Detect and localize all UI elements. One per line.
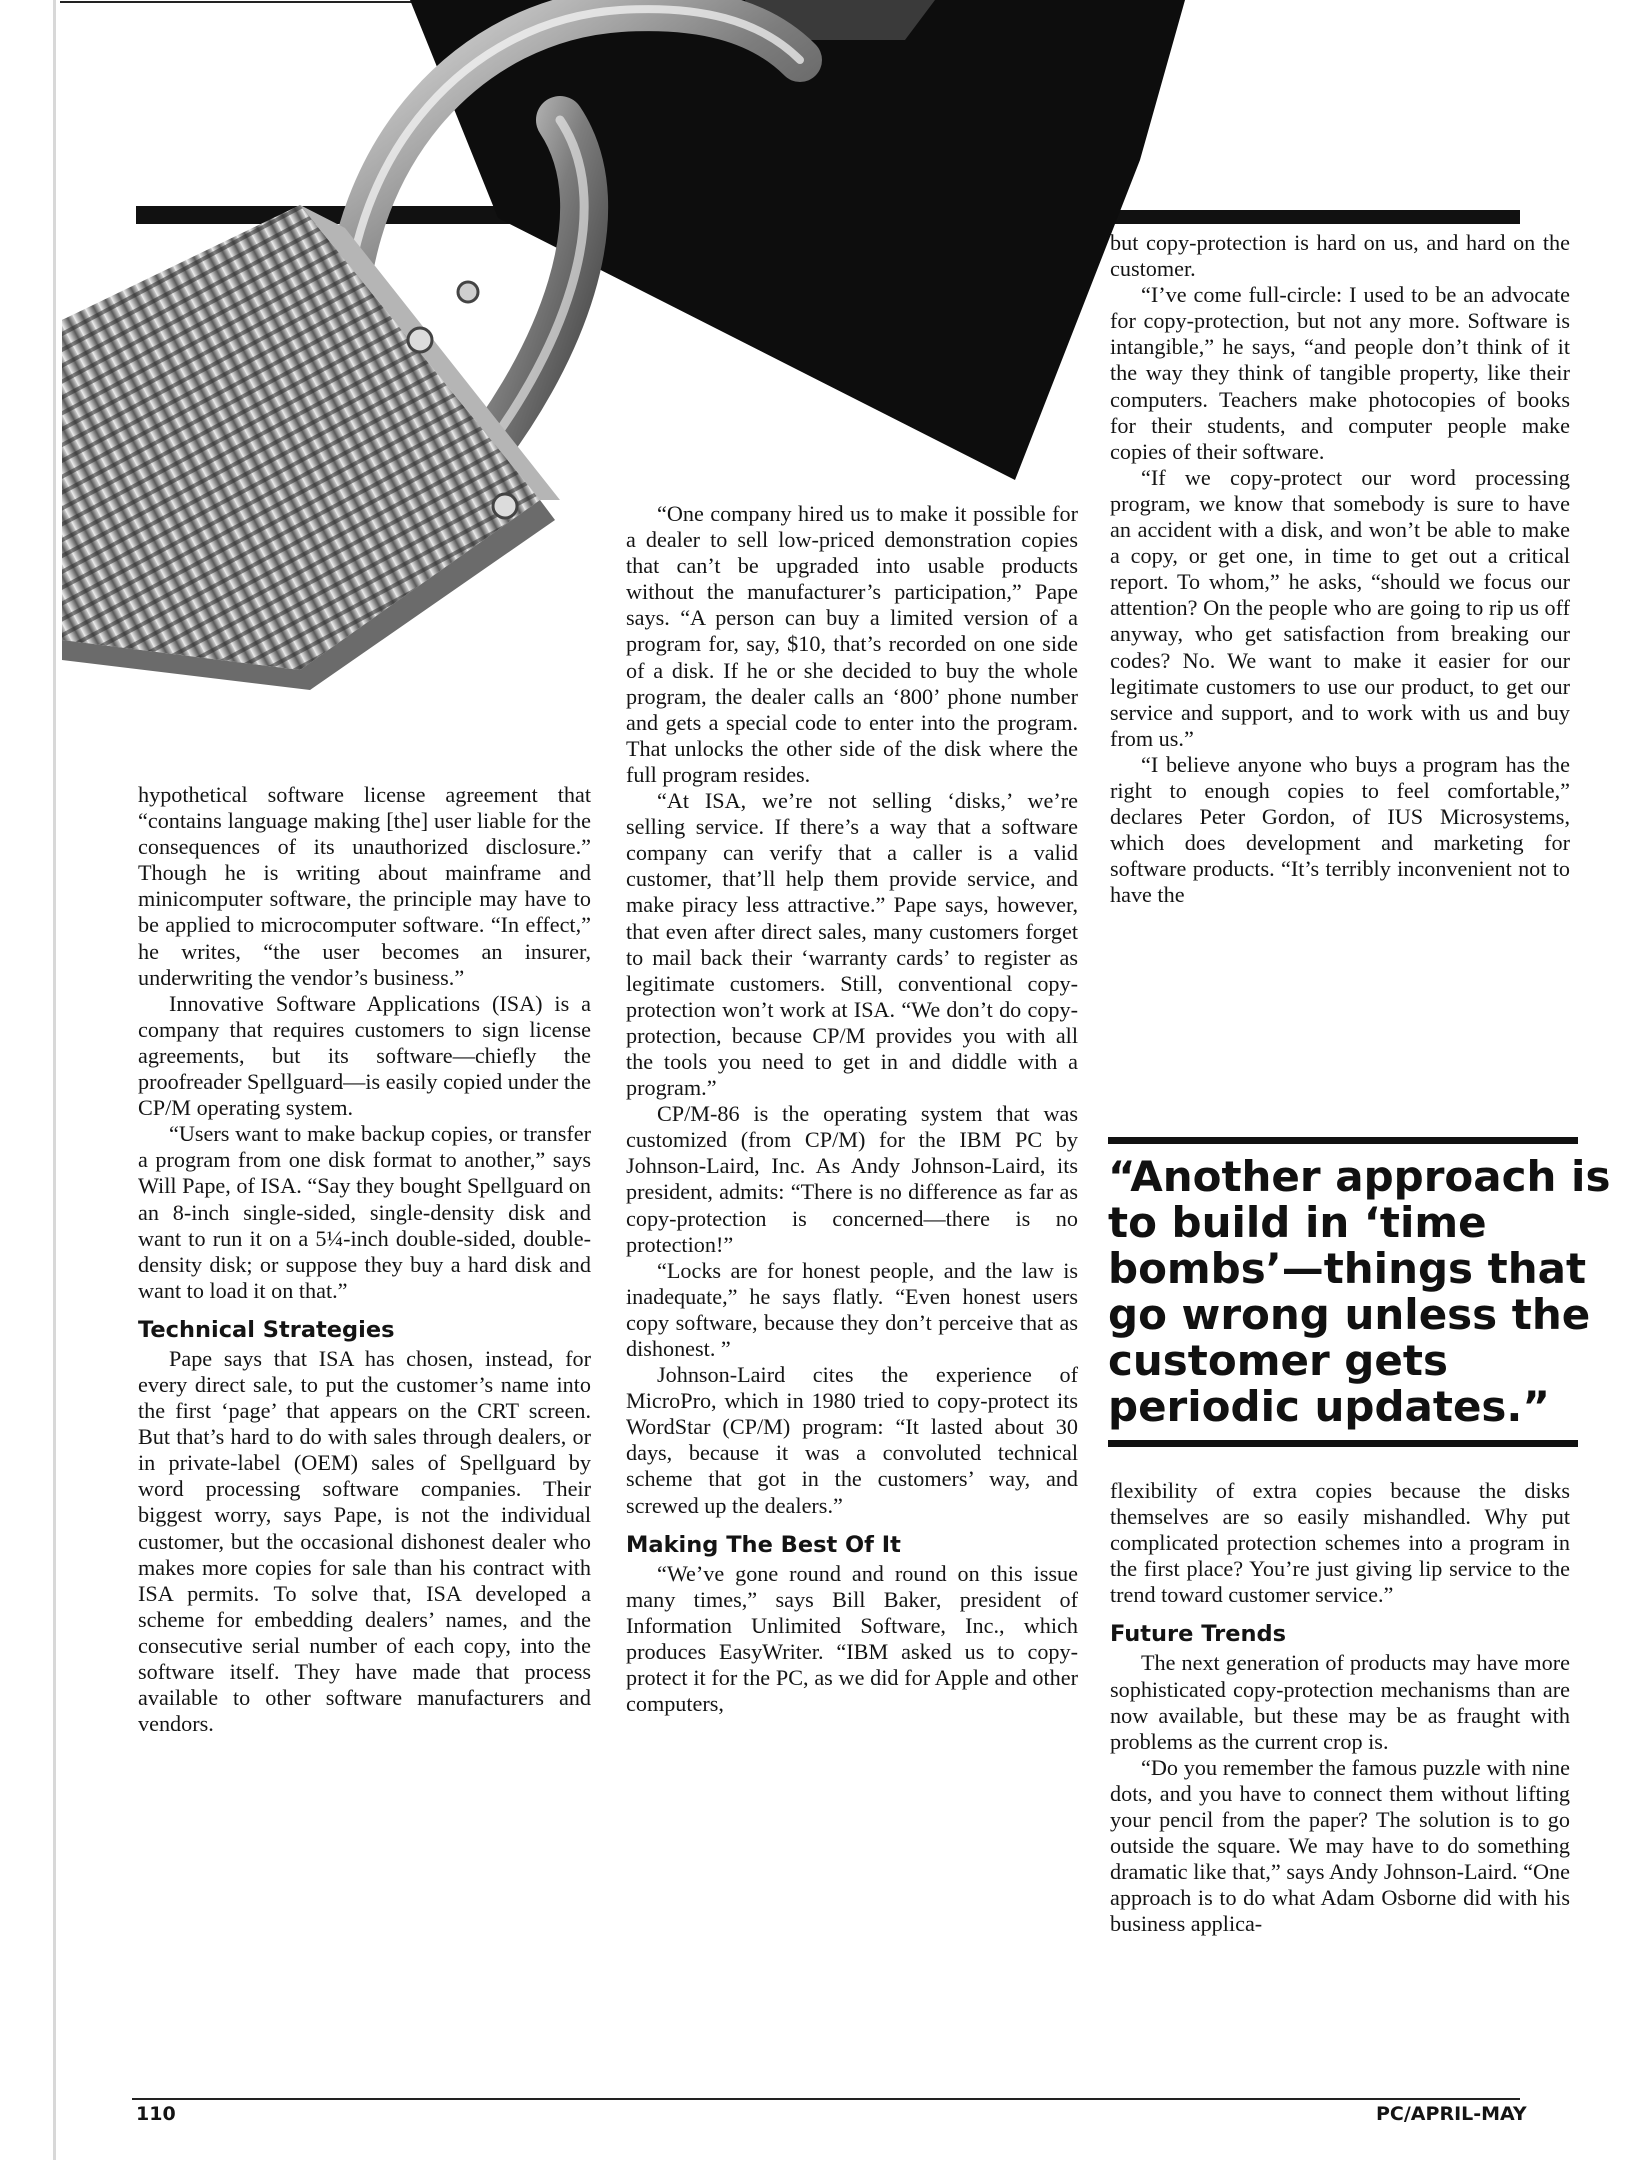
paragraph: “If we copy-protect our word processing program, we know that somebody is sure to have an accident with a disk, and won’t be able to make a copy, or get one, in time to get out a critical report. To whom,” he asks, “should we focus our attention? On the people who are going to rip us off anyway, who get satisfaction from breaking our codes? No. We want to make it easier for our legitimate customers to use our product, to get our service and support, and to work with us and buy from us.” bbox=[1110, 464, 1570, 751]
paragraph: CP/M-86 is the operating system that was customized (from CP/M) for the IBM PC by Johnson-Laird, Inc. As Andy Johnson-Laird, its president, admits: “There is no difference as far as copy-protection is concerned—there is no protection!” bbox=[626, 1101, 1078, 1257]
paragraph: Pape says that ISA has chosen, instead, for every direct sale, to put the customer’s name into the first ‘page’ that appears on the CRT screen. But that’s hard to do with sales through dealers, or in private-label (OEM) sales of Spellguard by word processing software companies. Their biggest worry, says Pape, is not the individual customer, but the occasional dishonest dealer who makes more copies for sale than his contract with ISA permits. To solve that, ISA developed a scheme for embedding dealers’ names, and the consecutive serial number of each copy, into the software itself. They have made that process available to other software manufacturers and vendors. bbox=[138, 1345, 591, 1737]
paragraph: Innovative Software Applications (ISA) is a company that requires customers to sign license agreements, but its software—chiefly the proofreader Spellguard—is easily copied under the CP/M operating system. bbox=[138, 990, 591, 1121]
column-2 bbox=[626, 501, 1078, 1717]
pull-quote bbox=[1108, 1137, 1611, 1447]
paragraph: but copy-protection is hard on us, and hard on the customer. bbox=[1110, 230, 1570, 282]
issue-label: PC/APRIL-MAY bbox=[1376, 2103, 1527, 2125]
footer-rule bbox=[132, 2098, 1520, 2100]
binding-edge bbox=[53, 0, 56, 2160]
paragraph: “I believe anyone who buys a program has the right to enough copies to feel comfortable,” declares Peter Gordon, of IUS Microsystems, which does development and marketing for software products. “It’s terribly inconvenient not to have the bbox=[1110, 751, 1570, 908]
paragraph: The next generation of products may have more sophisticated copy-protection mechanisms than are now available, but these may be as fraught with problems as the current crop is. bbox=[1110, 1650, 1570, 1754]
paragraph: “Locks are for honest people, and the law is inadequate,” he says flatly. “Even honest users copy software, because they don’t perceive that as dishonest. ” bbox=[626, 1257, 1078, 1361]
paragraph: “Users want to make backup copies, or transfer a program from one disk format to another,” says Will Pape, of ISA. “Say they bought Spellguard on an 8-inch single-sided, single-density disk and want to run it on a 5¼-inch double-sided, double-density disk; or suppose they buy a hard disk and want to load it on that.” bbox=[138, 1121, 591, 1303]
paragraph: Johnson-Laird cites the experience of MicroPro, which in 1980 tried to copy-protect its WordStar (CP/M) program: “It lasted about 30 days, because it was a convoluted technical scheme that got in the customers’ way, and screwed up the dealers.” bbox=[626, 1362, 1078, 1518]
paragraph: “Do you remember the famous puzzle with nine dots, and you have to connect them without lifting your pencil from the paper? The solution is to go outside the square. We may have to do something dramatic like that,” says Andy Johnson-Laird. “One approach is to do what Adam Osborne did with his business applica- bbox=[1110, 1754, 1570, 1937]
paragraph: “I’ve come full-circle: I used to be an advocate for copy-protection, but not any more. Software is intangible,” he says, “and people don’t think of it the way they think of tangible property, like their computers. Teachers make photocopies of books for their students, and computer people make copies of their software. bbox=[1110, 282, 1570, 464]
page-number: 110 bbox=[136, 2103, 176, 2125]
column-3-continued bbox=[1110, 1478, 1570, 1938]
paragraph: “One company hired us to make it possible for a dealer to sell low-priced demonstration copies that can’t be upgraded into usable products without the manufacturer’s participation,” Pape says. “A person can buy a limited version of a program for, say, $10, that’s recorded on one side of a disk. If he or she decided to buy the whole program, the dealer calls an ‘800’ phone number and gets a special code to enter into the program. That unlocks the other side of the disk where the full program resides. bbox=[626, 501, 1078, 787]
section-heading-technical-strategies: Technical Strategies bbox=[138, 1316, 395, 1343]
column-3 bbox=[1110, 230, 1570, 908]
column-1 bbox=[138, 782, 591, 1737]
paragraph: “We’ve gone round and round on this issue many times,” says Bill Baker, president of Information Unlimited Software, Inc., which produces EasyWriter. “IBM asked us to copy-protect it for the PC, as we did for Apple and other computers, bbox=[626, 1560, 1078, 1717]
paragraph: “At ISA, we’re not selling ‘disks,’ we’re selling service. If there’s a way that a software company can verify that a caller is a valid customer, that’ll help them provide service, and make piracy less attractive.” Pape says, however, that even after direct sales, many customers forget to mail back their ‘warranty cards’ to register as legitimate customers. Still, conventional copy-protection won’t work at ISA. “We don’t do copy-protection, because CP/M provides you with all the tools you need to get in and diddle with a program.” bbox=[626, 788, 1078, 1101]
pull-quote-text: “Another approach is to build in ‘time bombs’—things that go wrong unless the customer gets periodic updates.” bbox=[1108, 1152, 1611, 1431]
section-heading-future-trends: Future Trends bbox=[1110, 1621, 1286, 1648]
paragraph: flexibility of extra copies because the disks themselves are so easily mishandled. Why put complicated protection schemes into a program in the first place? You’re just giving lip service to the trend toward customer service.” bbox=[1110, 1478, 1570, 1608]
paragraph: hypothetical software license agreement that “contains language making [the] user liable for the consequences of its unauthorized disclosure.” Though he is writing about mainframe and minicomputer software, the principle may have to be applied to microcomputer software. “In effect,” he writes, “the user becomes an insurer, underwriting the vendor’s business.” bbox=[138, 782, 591, 990]
section-heading-making-the-best-of-it: Making The Best Of It bbox=[626, 1531, 901, 1558]
